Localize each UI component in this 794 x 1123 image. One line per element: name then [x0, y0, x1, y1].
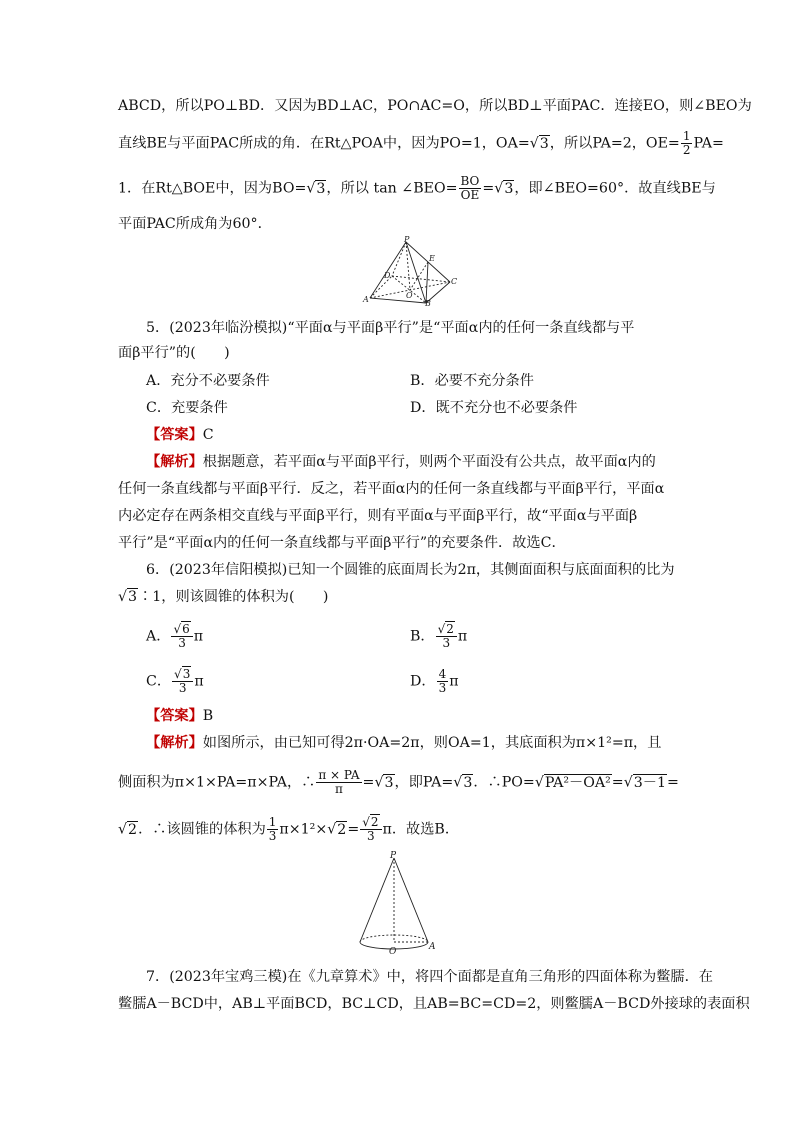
label-a: A	[429, 942, 436, 952]
sol4-line-4: 平面PAC所成角为60°．	[118, 216, 272, 232]
label-o: O	[389, 947, 397, 957]
sol4-line-2: 直线BE与平面PAC所成的角．在Rt△POA中，因为PO=1，OA=√3，所以PA=2，OE= $\frac{1}{2}$ PA=	[118, 129, 724, 157]
q5-stem-1: 5．(2023年临汾模拟)“平面α与平面β平行”是“平面α内的任何一条直线都与平	[146, 320, 635, 336]
q5-explain-4: 平行”是“平面α内的任何一条直线都与平面β平行”的充要条件．故选C．	[118, 535, 566, 551]
label-a: A	[363, 295, 369, 304]
q6-option-d: D． $\frac{4}{3}$ π	[410, 667, 459, 695]
q5-option-b: B．必要不充分条件	[410, 373, 534, 389]
q6-explain-3: √2．∴该圆锥的体积为 $\frac{1}{3}$ π×1²×√2= $\frac{√2}{3}$ π．故选B．	[118, 815, 460, 843]
q6-option-a: A． $\frac{√6}{3}$ π	[146, 622, 204, 650]
q6-option-b: B． $\frac{√2}{3}$ π	[410, 622, 468, 650]
q5-answer: 【答案】C	[146, 427, 214, 443]
q7-stem-1: 7．(2023年宝鸡三模)在《九章算术》中，将四个面都是直角三角形的四面体称为鳖臑．在	[146, 969, 713, 985]
q5-option-d: D．既不充分也不必要条件	[410, 400, 578, 416]
pyramid-figure	[362, 236, 462, 306]
q5-explain-3: 内必定存在两条相交直线与平面β平行，则有平面α与平面β平行，故“平面α与平面β	[118, 508, 638, 524]
sol4-line-1: ABCD，所以PO⊥BD．又因为BD⊥AC，PO∩AC=O，所以BD⊥平面PAC．连接EO，则∠BEO为	[118, 98, 752, 114]
q6-stem-2: √3∶1，则该圆锥的体积为( )	[118, 589, 329, 605]
label-e: E	[429, 254, 435, 263]
q5-explain-2: 任何一条直线都与平面β平行．反之，若平面α内的任何一条直线都与平面β平行，平面α	[118, 481, 665, 497]
label-o: O	[406, 291, 413, 300]
q5-option-a: A．充分不必要条件	[146, 373, 270, 389]
q5-option-c: C．充要条件	[146, 400, 228, 416]
q6-answer: 【答案】B	[146, 708, 214, 724]
q6-explain-2: 侧面积为π×1×PA=π×PA，∴ $\frac{\pi \times PA}{\pi}$ =√3，即PA=√3．∴PO=√PA²－OA²=√3－1=	[118, 768, 679, 796]
q6-explain-1: 【解析】如图所示，由已知可得2π·OA=2π，则OA=1，其底面积为π×1²=π，且	[146, 735, 662, 751]
label-d: D	[384, 271, 391, 280]
q5-stem-2: 面β平行”的( )	[118, 345, 230, 361]
cone-figure	[350, 848, 440, 960]
label-b: B	[425, 299, 431, 306]
label-p: P	[390, 851, 397, 861]
fraction-bo-oe: $\frac{BO}{OE}$	[460, 174, 480, 202]
sol4-line-3: 1．在Rt△BOE中，因为BO=√3，所以 tan ∠BEO= $\frac{BO}{OE}$ =√3，即∠BEO=60°．故直线BE与	[118, 174, 716, 202]
fraction-half: $\frac{1}{2}$	[682, 129, 691, 157]
q6-stem-1: 6．(2023年信阳模拟)已知一个圆锥的底面周长为2π，其侧面面积与底面面积的比为	[146, 562, 675, 578]
q5-explain-1: 【解析】根据题意，若平面α与平面β平行，则两个平面没有公共点，故平面α内的	[146, 454, 656, 470]
q6-option-c: C． $\frac{√3}{3}$ π	[146, 667, 204, 695]
q7-stem-2: 鳖臑A－BCD中，AB⊥平面BCD，BC⊥CD，且AB=BC=CD=2，则鳖臑A－BCD外接球的表面积	[118, 996, 750, 1012]
label-p: P	[404, 236, 410, 244]
label-c: C	[451, 277, 458, 286]
